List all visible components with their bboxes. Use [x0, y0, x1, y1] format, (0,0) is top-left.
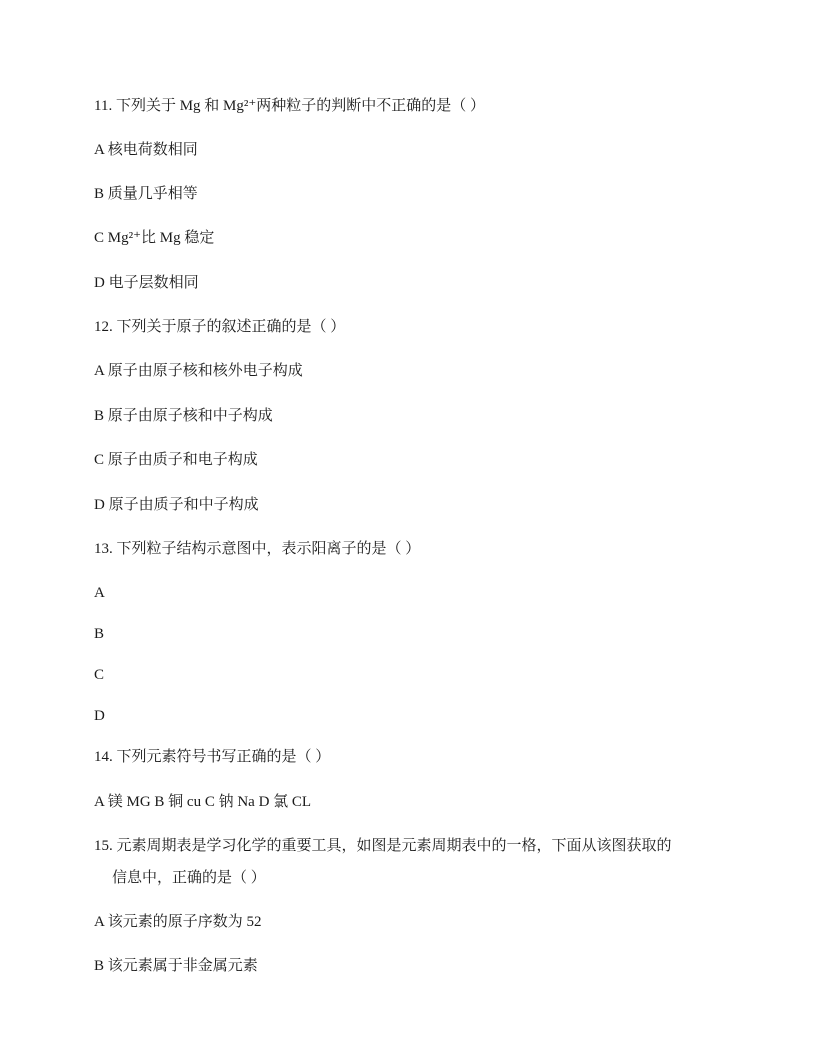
question-15-stem-line-1: 15. 元素周期表是学习化学的重要工具，如图是元素周期表中的一格，下面从该图获取的: [94, 838, 672, 854]
question-13-option-a: A: [94, 585, 105, 601]
question-11-option-b: B 质量几乎相等: [94, 186, 198, 202]
question-12-option-c: C 原子由质子和电子构成: [94, 452, 258, 468]
question-14-options: A 镁 MG B 铜 cu C 钠 Na D 氯 CL: [94, 794, 312, 810]
question-12-stem: 12. 下列关于原子的叙述正确的是（ ）: [94, 319, 346, 335]
question-14-stem: 14. 下列元素符号书写正确的是（ ）: [94, 749, 331, 765]
question-11-stem: 11. 下列关于 Mg 和 Mg²⁺两种粒子的判断中不正确的是（ ）: [94, 98, 486, 114]
question-11-option-a: A 核电荷数相同: [94, 142, 198, 158]
question-13-option-d: D: [94, 708, 105, 724]
question-12-option-b: B 原子由原子核和中子构成: [94, 408, 273, 424]
question-13-option-c: C: [94, 667, 105, 683]
question-12-option-d: D 原子由质子和中子构成: [94, 497, 259, 513]
question-11-option-c: C Mg²⁺比 Mg 稳定: [94, 230, 215, 246]
question-11-option-d: D 电子层数相同: [94, 275, 199, 291]
question-15-option-b: B 该元素属于非金属元素: [94, 958, 258, 974]
question-13-stem: 13. 下列粒子结构示意图中，表示阳离子的是（ ）: [94, 541, 421, 557]
question-12-option-a: A 原子由原子核和核外电子构成: [94, 363, 303, 379]
question-13-option-b: B: [94, 626, 105, 642]
question-15-stem-line-2: 信息中，正确的是（ ）: [112, 870, 266, 886]
question-15-option-a: A 该元素的原子序数为 52: [94, 914, 262, 930]
